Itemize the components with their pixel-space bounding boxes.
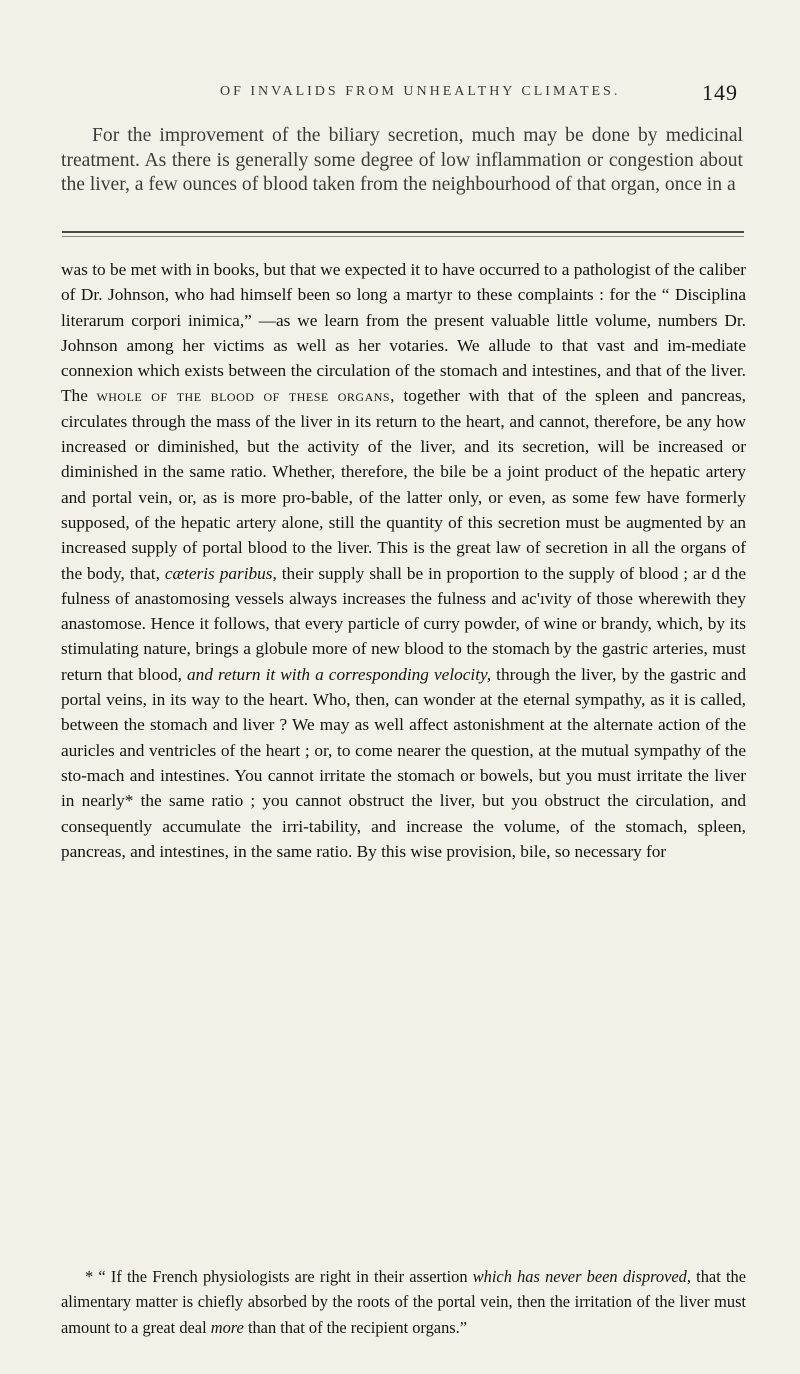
running-title: OF INVALIDS FROM UNHEALTHY CLIMATES. [220,84,621,99]
divider-rule-thin [62,236,744,237]
review-text-part-2: together with that of the spleen and pancreas, circulates through the mass of the liver in its return to the heart, and cannot, therefore, be any how increased or diminished, but the activity of the liver, and its secretion, will be increased or diminished in the same ratio. Whether, therefore, the bile be a joint product of the hepatic artery and portal vein, or, as is more pro-bable, of the latter only, or even, as some few have formerly supposed, of the hepatic artery alone, still the quantity of this secretion must be augmented by an increased supply of portal blood to the liver. This is the great law of secretion in all the organs of the body, that, [61,386,746,583]
page-number: 149 [702,80,738,105]
footnote-italic-phrase-1: which has never been disproved, [472,1267,691,1286]
footnote-text-part-1: * “ If the French physiologists are right in their assertion [85,1267,468,1286]
quoted-review-text [61,257,746,864]
running-head [60,80,740,110]
upper-paragraph: For the improvement of the biliary secretion, much may be done by medicinal treatment. As there is generally some degree of low inflammation or congestion about the liver, a few ounces of blood taken from the neighbourhood of that organ, once in a [61,125,743,195]
review-text-part-4: through the liver, by the gastric and portal veins, in its way to the heart. Who, then, can wonder at the eternal sympathy, as it is called, between the stomach and liver ? We may as well affect astonishment at the alternate action of the auricles and ventricles of the heart ; or, to come nearer the question, at the mutual sympathy of the sto-mach and intestines. You cannot irritate the stomach or bowels, but you must irritate the liver in nearly* the same ratio ; you cannot obstruct the liver, but you obstruct the circulation, and consequently accumulate the irri-tability, and increase the volume, of the stomach, spleen, pancreas, and intestines, in the same ratio. By this wise provision, bile, so necessary for [61,664,747,861]
review-text-part-1: was to be met with in books, but that we expected it to have occurred to a pathologist of the caliber of Dr. Johnson, who had himself been so long a martyr to these complaints : for the “ Disciplina literarum corpori inimica,” —as we learn from the present valuable little volume, numbers Dr. Johnson among her victims as well as her votaries. We allude to that vast and im-mediate connexion which exists between the circulation of the stomach and intestines, and that of the liver. The [61,260,746,406]
upper-paragraph-block [61,124,743,198]
footnote-paragraph [61,1264,746,1340]
divider-rule-thick [62,231,744,233]
section-divider [62,231,744,237]
footnote-text-part-2: that the alimentary matter is chiefly absorbed by the roots of the portal vein, then the irritation of the liver must amount to a great deal [61,1267,746,1337]
review-text-part-3: their supply shall be in proportion to the supply of blood ; ar d the fulness of anastomosing vessels always increases the fulness and ac'ıvity of those wherewith they anastomose. Hence it follows, that every particle of curry powder, of wine or brandy, which, by its stimulating nature, brings a globule more of new blood to the stomach by the gastric arteries, must return that blood, [61,563,746,684]
footnote-italic-word: more [210,1317,244,1337]
footnote [61,1264,746,1340]
footnote-text-part-3: than that of the recipient organs.” [247,1317,468,1337]
review-italic-phrase-2: and return it with a corresponding velocity, [187,664,492,684]
review-paragraph [61,257,746,864]
review-italic-phrase-1: cæteris paribus, [164,563,277,583]
review-small-caps-phrase: whole of the blood of these organs, [96,386,395,406]
